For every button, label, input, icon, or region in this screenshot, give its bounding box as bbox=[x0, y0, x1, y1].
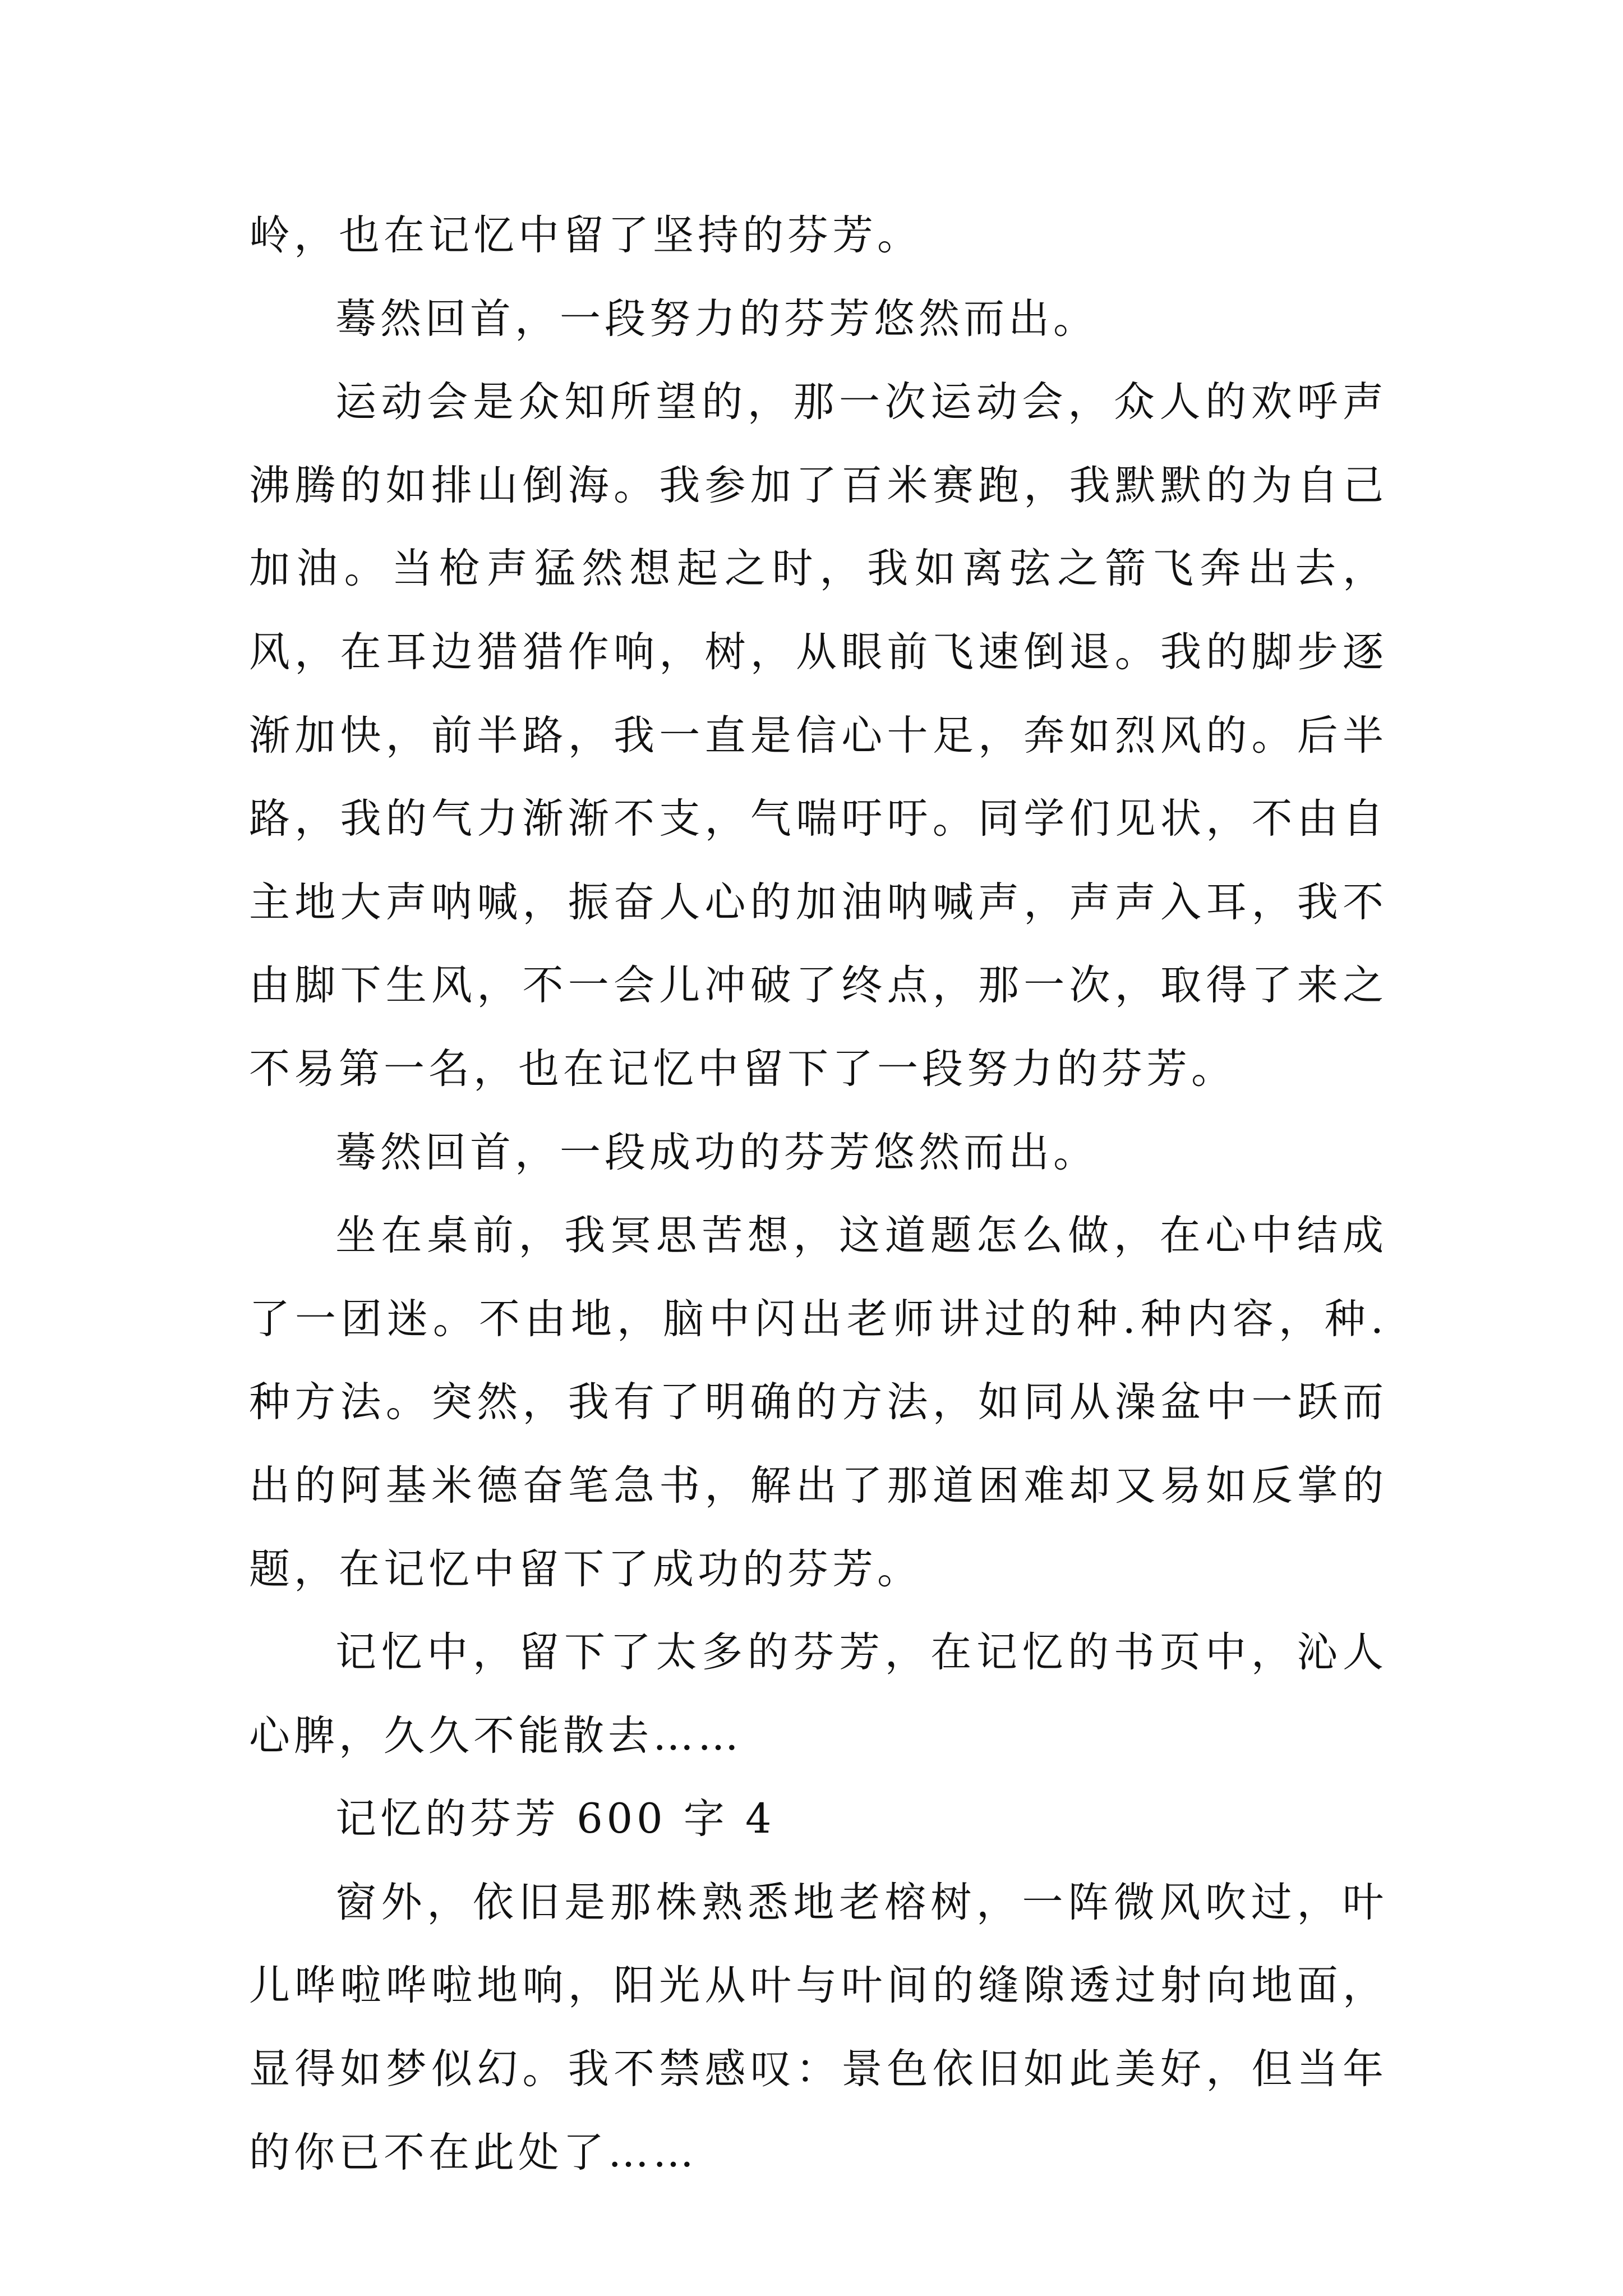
paragraph-continuation: 岭，也在记忆中留了坚持的芬芳。 bbox=[249, 211, 922, 259]
paragraph-math-problem: 坐在桌前，我冥思苦想，这道题怎么做，在心中结成了一团迷。不由地，脑中闪出老师讲过的种.种内容，种.种方法。突然，我有了明确的方法，如同从澡盆中一跃而出的阿基米德奋笔急书，解出了那道困难却又易如反掌的题，在记忆中留下了成功的芬芳。 bbox=[249, 1212, 1387, 1593]
paragraph-heading-effort: 蓦然回首，一段努力的芬芳悠然而出。 bbox=[335, 295, 1098, 343]
paragraph-window: 窗外，依旧是那株熟悉地老榕树，一阵微风吹过，叶儿哗啦哗啦地响，阳光从叶与叶间的缝隙透过射向地面，显得如梦似幻。我不禁感叹：景色依旧如此美好，但当年的你已不在此处了…… bbox=[249, 1878, 1387, 2177]
paragraph-heading-success: 蓦然回首，一段成功的芬芳悠然而出。 bbox=[335, 1128, 1098, 1176]
essay-title: 记忆的芬芳 600 字 4 bbox=[335, 1795, 776, 1843]
body-text bbox=[249, 194, 1387, 2194]
paragraph-conclusion: 记忆中，留下了太多的芬芳，在记忆的书页中，沁人心脾，久久不能散去…… bbox=[249, 1628, 1387, 1760]
paragraph-sports-meet: 运动会是众知所望的，那一次运动会，众人的欢呼声沸腾的如排山倒海。我参加了百米赛跑，我默默的为自己加油。当枪声猛然想起之时，我如离弦之箭飞奔出去，风，在耳边猎猎作响，树，从眼前飞速倒退。我的脚步逐渐加快，前半路，我一直是信心十足，奔如烈风的。后半路，我的气力渐渐不支，气喘吁吁。同学们见状，不由自主地大声呐喊，振奋人心的加油呐喊声，声声入耳，我不由脚下生风，不一会儿冲破了终点，那一次，取得了来之不易第一名，也在记忆中留下了一段努力的芬芳。 bbox=[249, 378, 1387, 1093]
